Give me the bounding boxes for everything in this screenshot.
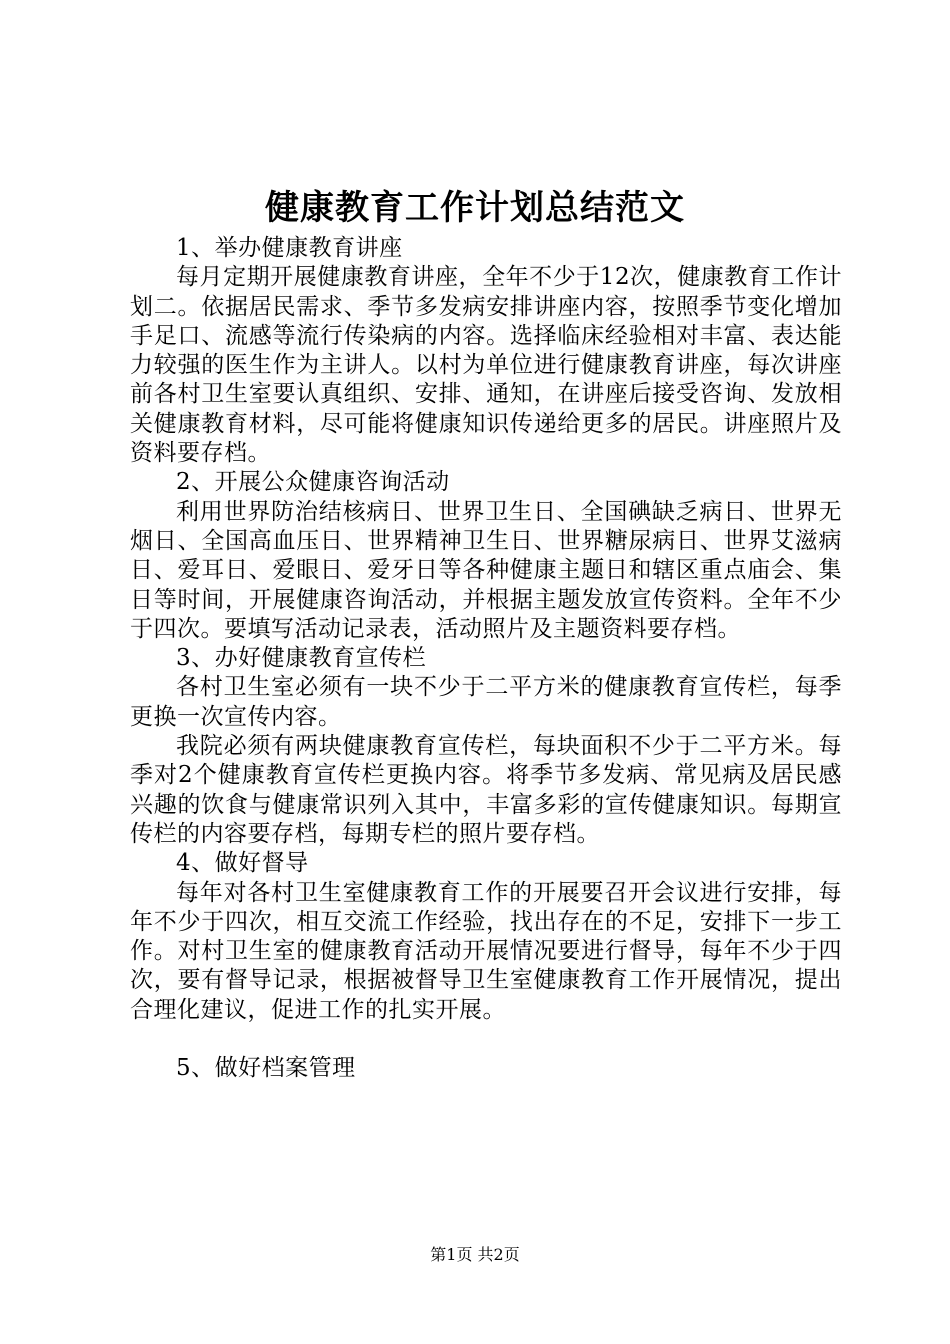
- section-heading-1: 1、举办健康教育讲座: [176, 235, 403, 261]
- section-heading-4: 4、做好督导: [176, 850, 309, 877]
- body-paragraph: 我院必须有两块健康教育宣传栏，每块面积不少于二平方米。每季对2个健康教育宣传栏更换内容。将季节多发病、常见病及居民感兴趣的饮食与健康常识列入其中，丰富多彩的宣传健康知识。每期宣传栏的内容要存档，每期专栏的照片要存档。: [130, 733, 842, 847]
- body-paragraph: 每年对各村卫生室健康教育工作的开展要召开会议进行安排，每年不少于四次，相互交流工作经验，找出存在的不足，安排下一步工作。对村卫生室的健康教育活动开展情况要进行督导，每年不少于四次，要有督导记录，根据被督导卫生室健康教育工作开展情况，提出合理化建议，促进工作的扎实开展。: [130, 879, 842, 1023]
- section-heading-3: 3、办好健康教育宣传栏: [176, 645, 427, 672]
- section-heading-2: 2、开展公众健康咨询活动: [176, 469, 450, 496]
- body-paragraph: 利用世界防治结核病日、世界卫生日、全国碘缺乏病日、世界无烟日、全国高血压日、世界精神卫生日、世界糖尿病日、世界艾滋病日、爱耳日、爱眼日、爱牙日等各种健康主题日和辖区重点庙会、集日等时间，开展健康咨询活动，并根据主题发放宣传资料。全年不少于四次。要填写活动记录表，活动照片及主题资料要存档。: [130, 498, 842, 642]
- section-heading-5: 5、做好档案管理: [176, 1055, 356, 1082]
- body-paragraph: 各村卫生室必须有一块不少于二平方米的健康教育宣传栏，每季更换一次宣传内容。: [130, 674, 842, 730]
- body-paragraph: 每月定期开展健康教育讲座，全年不少于12次，健康教育工作计划二。依据居民需求、季节多发病安排讲座内容，按照季节变化增加手足口、流感等流行传染病的内容。选择临床经验相对丰富、表达能力较强的医生作为主讲人。以村为单位进行健康教育讲座，每次讲座前各村卫生室要认真组织、安排、通知，在讲座后接受咨询、发放相关健康教育材料，尽可能将健康知识传递给更多的居民。讲座照片及资料要存档。: [130, 264, 842, 467]
- document-body: [130, 234, 842, 1083]
- page-number: 第1页 共2页: [430, 1245, 520, 1264]
- document-title: 健康教育工作计划总结范文: [265, 188, 685, 228]
